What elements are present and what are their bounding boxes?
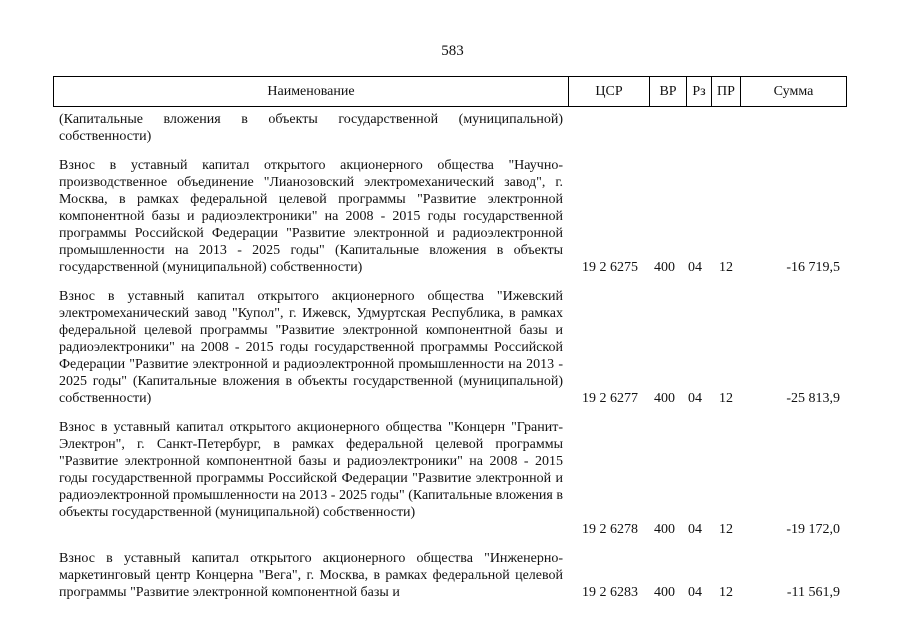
continued-text: (Капитальные вложения в объекты государственной (муниципальной) собственности): [59, 112, 563, 144]
row-pr: 12: [719, 585, 733, 600]
header-name: Наименование: [267, 84, 355, 99]
row-pr: 12: [719, 391, 733, 406]
row-name: Взнос в уставный капитал открытого акционерного общества "Научно-производственное объединение "Лианозовский электромеханический завод", г. Москва, в рамках федеральной целевой программы "Развитие электронной компонентной базы и радиоэлектроники" на 2008 - 2015 годы государственной программы Российской Федерации "Развитие электронной и радиоэлектронной промышленности на 2013 - 2025 годы" (Капитальные вложения в объекты государственной (муниципальной) собственности): [59, 158, 563, 275]
row-rz: 04: [688, 585, 702, 600]
row-name: Взнос в уставный капитал открытого акционерного общества "Концерн "Гранит-Электрон", г. Санкт-Петербург, в рамках федеральной целевой программы "Развитие электронной компонентной базы и радиоэлектроники" на 2008 - 2015 годы государственной программы Российской Федерации "Развитие электронной и радиоэлектронной промышленности на 2013 - 2025 годы" (Капитальные вложения в объекты государственной (муниципальной) собственности): [59, 420, 563, 520]
row-sum: -19 172,0: [786, 522, 840, 537]
page-number: 583: [441, 43, 464, 59]
row-csr: 19 2 6283: [582, 585, 638, 600]
row-rz: 04: [688, 522, 702, 537]
header-sum: Сумма: [773, 84, 814, 99]
row-csr: 19 2 6275: [582, 260, 638, 275]
table-header: [53, 76, 847, 107]
row-vr: 400: [654, 585, 675, 600]
row-pr: 12: [719, 260, 733, 275]
row-pr: 12: [719, 522, 733, 537]
row-rz: 04: [688, 391, 702, 406]
row-vr: 400: [654, 260, 675, 275]
row-csr: 19 2 6278: [582, 522, 638, 537]
row-vr: 400: [654, 522, 675, 537]
header-pr: ПР: [717, 84, 735, 99]
row-name: Взнос в уставный капитал открытого акционерного общества "Инженерно-маркетинговый центр Концерна "Вега", г. Москва, в рамках федеральной целевой программы "Развитие электронной компонентной базы и: [59, 551, 563, 600]
row-sum: -16 719,5: [786, 260, 840, 275]
row-sum: -25 813,9: [786, 391, 840, 406]
header-vr: ВР: [659, 84, 677, 99]
row-vr: 400: [654, 391, 675, 406]
row-rz: 04: [688, 260, 702, 275]
header-rz: Рз: [692, 84, 706, 99]
row-csr: 19 2 6277: [582, 391, 638, 406]
row-name: Взнос в уставный капитал открытого акционерного общества "Ижевский электромеханический завод "Купол", г. Ижевск, Удмуртская Республика, в рамках федеральной целевой программы "Развитие электронной компонентной базы и радиоэлектроники" на 2008 - 2015 годы государственной программы Российской Федерации "Развитие электронной и радиоэлектронной промышленности на 2013 - 2025 годы" (Капитальные вложения в объекты государственной (муниципальной) собственности): [59, 289, 563, 406]
row-sum: -11 561,9: [786, 585, 840, 600]
header-csr: ЦСР: [595, 84, 623, 99]
